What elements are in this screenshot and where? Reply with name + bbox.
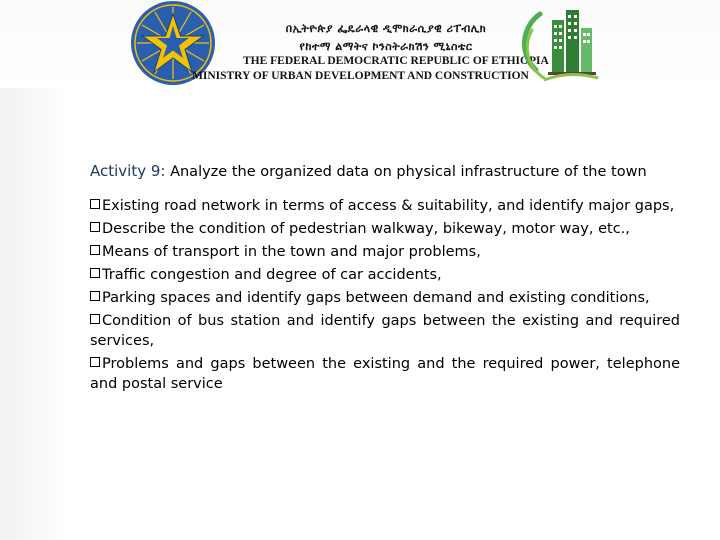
list-item-text: Existing road network in terms of access & suitability, and identify major gaps, <box>102 198 675 214</box>
square-bullet-icon <box>90 314 100 324</box>
list-item-text: Parking spaces and identify gaps between demand and existing conditions, <box>102 290 650 306</box>
list-item <box>90 354 680 394</box>
header-amharic-line-1: በኢትዮጵያ ፌዴራላዊ ዲሞክራሲያዊ ሪፐብሊክ <box>285 22 487 35</box>
list-item <box>90 288 680 308</box>
list-item <box>90 196 680 216</box>
list-item <box>90 311 680 351</box>
activity-heading <box>90 161 680 182</box>
header-ministry-title: MINISTRY OF URBAN DEVELOPMENT AND CONSTRUCTION <box>192 70 529 82</box>
square-bullet-icon <box>90 291 100 301</box>
list-item-text: Problems and gaps between the existing and the required power, telephone and postal service <box>90 356 680 392</box>
list-item <box>90 265 680 285</box>
list-item-text: Condition of bus station and identify gaps between the existing and required services, <box>90 313 680 349</box>
square-bullet-icon <box>90 357 100 367</box>
activity-label: Activity 9: <box>90 162 166 180</box>
header-amharic-line-2: የከተማ ልማትና ኮንስትራክሽን ሚኒስቴር <box>299 40 473 53</box>
list-item <box>90 219 680 239</box>
bullet-list <box>90 196 680 394</box>
square-bullet-icon <box>90 245 100 255</box>
list-item-text: Describe the condition of pedestrian walkway, bikeway, motor way, etc., <box>102 221 630 237</box>
square-bullet-icon <box>90 199 100 209</box>
square-bullet-icon <box>90 222 100 232</box>
ministry-logo-icon <box>522 0 604 86</box>
list-item <box>90 242 680 262</box>
list-item-text: Means of transport in the town and major problems, <box>102 244 481 260</box>
slide-content <box>90 161 680 397</box>
activity-title: Analyze the organized data on physical infrastructure of the town <box>165 164 647 180</box>
header-republic-title: THE FEDERAL DEMOCRATIC REPUBLIC OF ETHIOPIA <box>243 55 549 67</box>
list-item-text: Traffic congestion and degree of car accidents, <box>102 267 442 283</box>
square-bullet-icon <box>90 268 100 278</box>
